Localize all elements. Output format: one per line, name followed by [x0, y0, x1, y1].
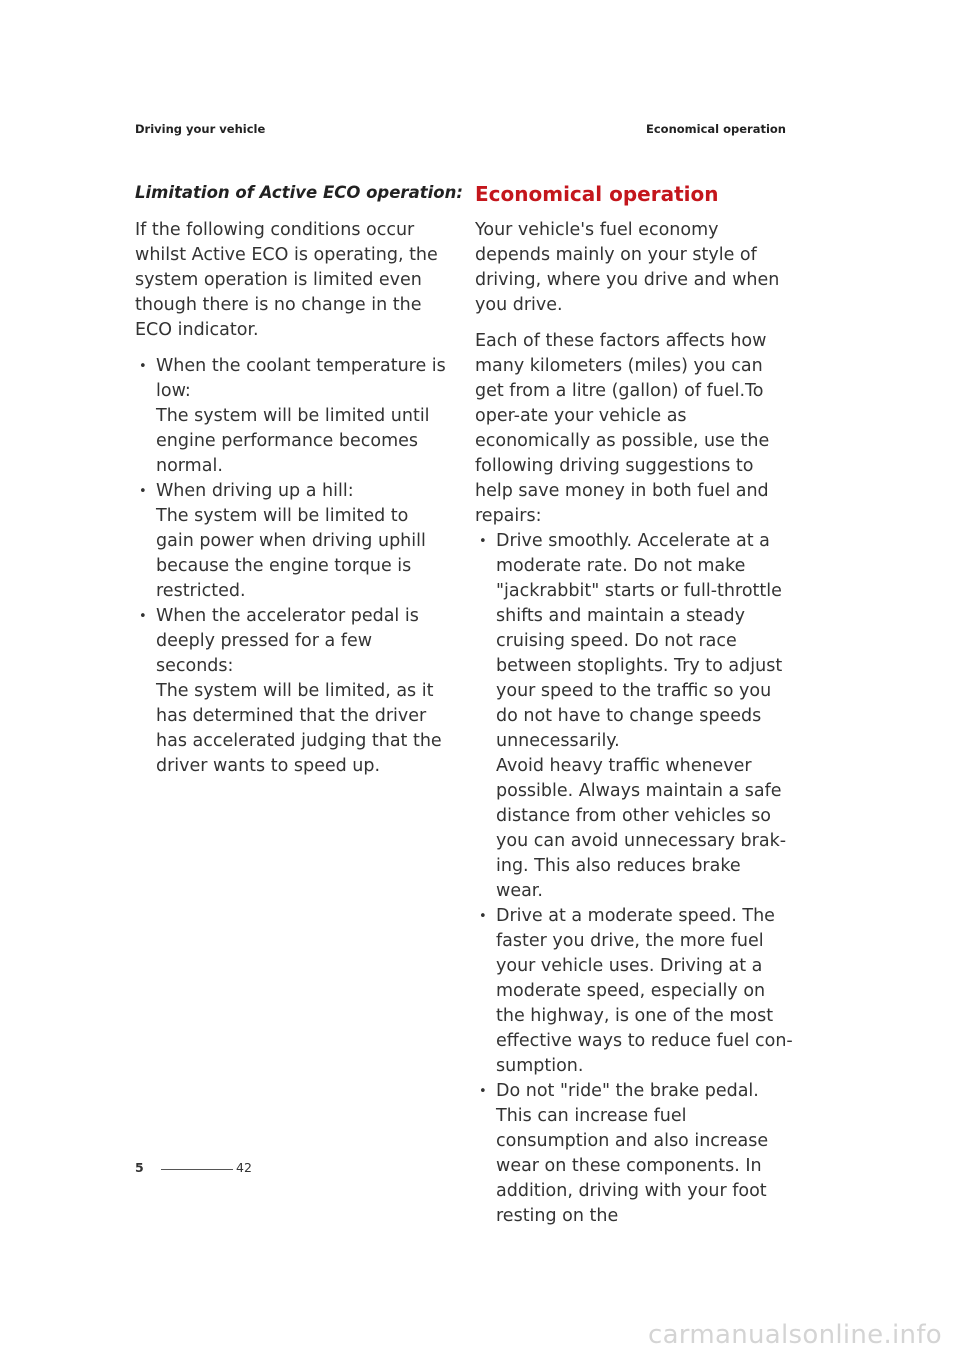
- subsection-heading: Limitation of Active ECO operation:: [135, 183, 463, 202]
- condition-list: [135, 354, 450, 779]
- body-paragraph: Each of these factors affects how many kilometers (miles) you can get from a litre (gallon) of fuel.To oper-ate your vehicle as economically as possible, use the following driving suggestions to help save money in both fuel and repairs:: [475, 331, 770, 526]
- list-item-detail: The system will be limited to gain power when driving uphill because the engine torque is restricted.: [156, 506, 426, 601]
- list-item: [135, 604, 450, 779]
- list-item: [475, 904, 793, 1079]
- suggestion-list: [475, 529, 793, 1229]
- list-item-text: • Do not "ride" the brake pedal. This can increase fuel consumption and also increase wear on these components. In addition, driving with your foot resting on the: [496, 1081, 769, 1226]
- list-item-title: • When the accelerator pedal is deeply pressed for a few seconds:: [156, 606, 419, 676]
- list-item-detail: Avoid heavy traffic whenever possible. Always maintain a safe distance from other vehicles so you can avoid unnecessary brak-ing. This also reduces brake wear.: [496, 756, 787, 901]
- list-item-text: • Drive smoothly. Accelerate at a moderate rate. Do not make "jackrabbit" starts or full-throttle shifts and maintain a steady cruising speed. Do not race between stoplights. Try to adjust your speed to the traffic so you do not have to change speeds unnecessarily.: [496, 531, 783, 751]
- right-column: [475, 180, 793, 1229]
- left-column: [135, 180, 463, 779]
- list-item: [475, 1079, 793, 1229]
- list-item-title: • When the coolant temperature is low:: [156, 356, 446, 401]
- list-item: [135, 354, 450, 479]
- list-item-detail: The system will be limited, as it has determined that the driver has accelerated judging that the driver wants to speed up.: [156, 681, 442, 776]
- body-paragraph: Your vehicle's fuel economy depends mainly on your style of driving, where you drive and when you drive.: [475, 220, 780, 315]
- section-heading: Economical operation: [475, 182, 719, 206]
- intro-paragraph: If the following conditions occur whilst Active ECO is operating, the system operation is limited even though there is no change in the ECO indicator.: [135, 220, 438, 340]
- list-item-text: • Drive at a moderate speed. The faster you drive, the more fuel your vehicle uses. Driving at a moderate speed, especially on the highway, is one of the most effective ways to reduce fuel con-sumption.: [496, 906, 793, 1076]
- page-number: 42: [236, 1160, 252, 1175]
- list-item: [135, 479, 450, 604]
- running-header-section: Economical operation: [646, 122, 786, 136]
- list-item-detail: The system will be limited until engine performance becomes normal.: [156, 406, 430, 476]
- list-item: [475, 529, 793, 904]
- list-item-title: • When driving up a hill:: [156, 481, 354, 501]
- chapter-number: 5: [135, 1160, 144, 1175]
- running-header-chapter: Driving your vehicle: [135, 122, 266, 136]
- site-watermark: carmanualsonline.info: [647, 1320, 942, 1350]
- footer-rule: [161, 1169, 233, 1170]
